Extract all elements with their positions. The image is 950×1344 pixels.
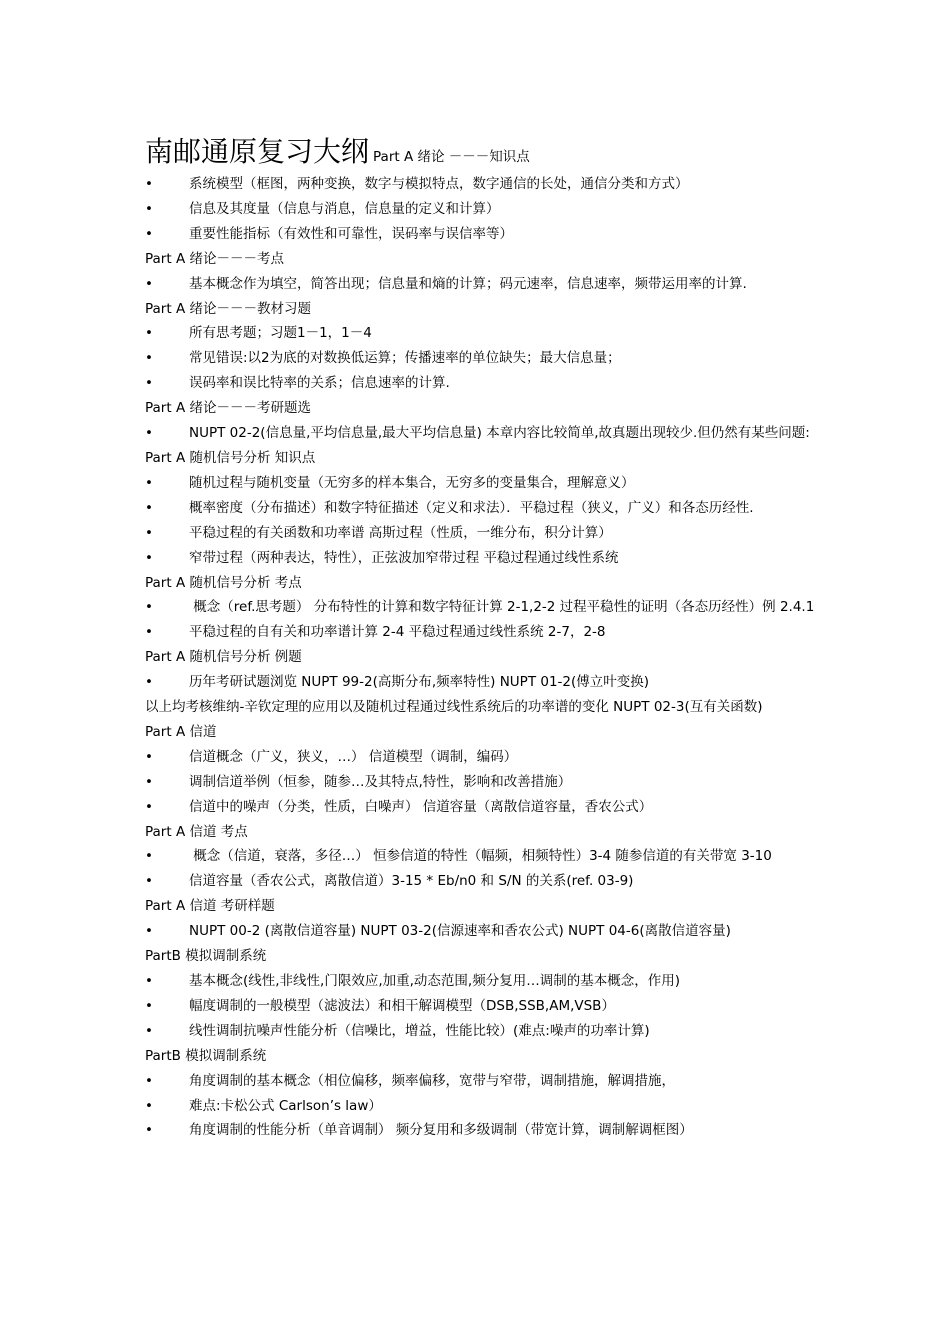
list-item [145,795,815,820]
section-heading: PartB 模拟调制系统 [145,948,267,965]
bullet-icon: • [145,275,153,292]
bullet-icon: • [145,474,153,491]
bullet-icon: • [145,1072,153,1089]
section-heading: Part A 绪论－－－考点 [145,250,284,267]
bullet-icon: • [145,923,153,940]
list-item [145,546,815,571]
list-item [145,272,815,297]
document-title [145,132,815,172]
list-item [145,197,815,222]
bullet-icon: • [145,973,153,989]
bullet-icon: • [145,674,153,691]
list-item-text: NUPT 00-2 (离散信道容量) NUPT 03-2(信源速率和香农公式) NUPT 04-6(离散信道容量) [189,923,731,940]
list-item [145,1094,815,1119]
list-item-text: 概念（信道，衰落，多径…） 恒参信道的特性（幅频，相频特性）3-4 随参信道的有关带宽 3-10 [189,848,772,865]
list-item-text: 重要性能指标（有效性和可靠性，误码率与误信率等） [189,225,513,242]
list-item-text: 概念（ref.思考题） 分布特性的计算和数字特征计算 2-1,2-2 过程平稳性的证明（各态历经性）例 2.4.1 [189,599,815,616]
title-sub: Part A 绪论 －－－知识点 [373,149,530,165]
bullet-icon: • [145,748,153,765]
bullet-icon: • [145,773,153,790]
bullet-icon: • [145,325,153,342]
list-item-text: 随机过程与随机变量（无穷多的样本集合，无穷多的变量集合，理解意义） [189,474,635,491]
bullet-icon: • [145,350,153,367]
paragraph-text: 以上均考核维纳-辛钦定理的应用以及随机过程通过线性系统后的功率谱的变化 NUPT 02-3(互有关函数) [145,699,763,716]
list-item [145,1118,815,1143]
list-item [145,421,815,446]
list-item [145,620,815,645]
section-heading: PartB 模拟调制系统 [145,1047,267,1064]
list-item-text: 基本概念(线性,非线性,门限效应,加重,动态范围,频分复用…调制的基本概念，作用) [189,973,680,989]
bullet-icon: • [145,375,153,392]
bullet-icon: • [145,176,153,192]
section-heading: Part A 随机信号分析 考点 [145,574,302,591]
list-item-text: 角度调制的性能分析（单音调制） 频分复用和多级调制（带宽计算，调制解调框图） [189,1122,693,1139]
list-item-text: 误码率和误比特率的关系；信息速率的计算. [189,375,450,392]
bullet-icon: • [145,599,153,616]
bullet-icon: • [145,225,153,242]
bullet-icon: • [145,425,153,442]
list-item [145,770,815,795]
list-item [145,172,815,197]
bullet-icon: • [145,624,153,641]
list-item [145,1069,815,1094]
list-item [145,321,815,346]
bullet-icon: • [145,200,153,217]
list-item-text: NUPT 02-2(信息量,平均信息量,最大平均信息量) 本章内容比较简单,故真题出现较少.但仍然有某些问题: [189,425,810,442]
bullet-icon: • [145,549,153,566]
section-heading: Part A 信道 [145,723,217,740]
bullet-icon: • [145,798,153,815]
section-heading: Part A 信道 考点 [145,823,248,840]
list-item-text: 幅度调制的一般模型（滤波法）和相干解调模型（DSB,SSB,AM,VSB） [189,997,615,1014]
bullet-icon: • [145,848,153,865]
bullet-icon: • [145,524,153,541]
list-item-text: 信道容量（香农公式，离散信道）3-15 * Eb/n0 和 S/N 的关系(ref. 03-9) [189,873,634,890]
bullet-icon: • [145,1022,153,1039]
list-item-text: 难点:卡松公式 Carlson’s law） [189,1097,382,1114]
list-item [145,969,815,994]
list-item [145,670,815,695]
outline-list [145,172,815,1143]
list-item [145,919,815,944]
section-heading: Part A 随机信号分析 知识点 [145,449,316,466]
section-heading: Part A 绪论－－－考研题选 [145,400,311,417]
list-item [145,1019,815,1044]
list-item-text: 历年考研试题浏览 NUPT 99-2(高斯分布,频率特性) NUPT 01-2(傅立叶变换) [189,674,650,691]
list-item [145,521,815,546]
list-item-text: 角度调制的基本概念（相位偏移，频率偏移，宽带与窄带，调制措施，解调措施， [189,1072,675,1089]
list-item-text: 概率密度（分布描述）和数字特征描述（定义和求法）．平稳过程（狭义，广义）和各态历经性. [189,499,754,516]
list-item [145,371,815,396]
bullet-icon: • [145,873,153,890]
list-item-text: 信道中的噪声（分类，性质，白噪声） 信道容量（离散信道容量，香农公式） [189,798,653,815]
list-item-text: 平稳过程的自有关和功率谱计算 2-4 平稳过程通过线性系统 2-7，2-8 [189,624,606,641]
section-heading: Part A 信道 考研样题 [145,898,275,915]
section-heading: Part A 随机信号分析 例题 [145,649,302,666]
list-item [145,745,815,770]
list-item-text: 平稳过程的有关函数和功率谱 高斯过程（性质，一维分布，积分计算） [189,524,612,541]
bullet-icon: • [145,1122,153,1139]
list-item [145,471,815,496]
list-item-text: 常见错误:以2为底的对数换低运算；传播速率的单位缺失；最大信息量； [189,350,621,367]
list-item [145,222,815,247]
document-page [145,132,815,1143]
bullet-icon: • [145,499,153,516]
list-item-text: 基本概念作为填空，简答出现；信息量和熵的计算；码元速率，信息速率，频带运用率的计算. [189,275,747,292]
list-item-text: 调制信道举例（恒参，随参…及其特点,特性，影响和改善措施） [189,773,572,790]
bullet-icon: • [145,1097,153,1114]
title-main: 南邮通原复习大纲 [145,135,370,168]
list-item-text: 窄带过程（两种表达，特性），正弦波加窄带过程 平稳过程通过线性系统 [189,549,619,566]
list-item [145,869,815,894]
list-item [145,346,815,371]
list-item [145,595,815,620]
list-item-text: 系统模型（框图，两种变换，数字与模拟特点，数字通信的长处，通信分类和方式） [189,176,689,192]
list-item-text: 线性调制抗噪声性能分析（信噪比，增益，性能比较）(难点:噪声的功率计算) [189,1022,650,1039]
section-heading: Part A 绪论－－－教材习题 [145,300,311,317]
list-item-text: 所有思考题；习题1－1，1－4 [189,325,372,342]
bullet-icon: • [145,997,153,1014]
list-item-text: 信息及其度量（信息与消息，信息量的定义和计算） [189,200,500,217]
list-item [145,994,815,1019]
list-item-text: 信道概念（广义，狭义，…） 信道模型（调制，编码） [189,748,518,765]
list-item [145,496,815,521]
list-item [145,844,815,869]
